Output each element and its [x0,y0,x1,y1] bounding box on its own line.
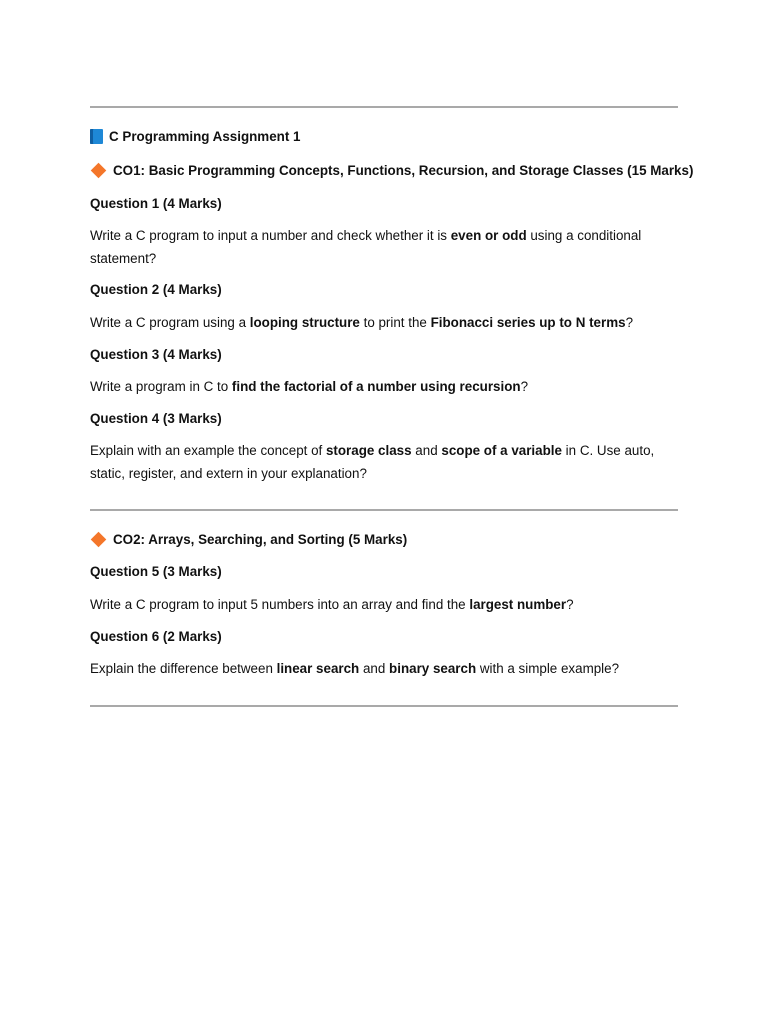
question-2-text: Write a C program using a looping structure to print the Fibonacci series up to N terms? [90,315,634,330]
question-4-text: Explain with an example the concept of storage class and scope of a variable in C. Use auto, static, register, and extern in your explanation? [90,443,655,481]
question-6-label: Question 6 (2 Marks) [90,629,222,644]
question-1-text: Write a C program to input a number and check whether it is even or odd using a conditional statement? [90,228,642,266]
question-3-label: Question 3 (4 Marks) [90,347,222,362]
question-6-text: Explain the difference between linear search and binary search with a simple example? [90,661,620,676]
bottom-divider [90,705,678,707]
section-heading-co1: CO1: Basic Programming Concepts, Functions, Recursion, and Storage Classes (15 Marks) [90,160,678,183]
diamond-icon [91,532,107,548]
section-heading-co2: CO2: Arrays, Searching, and Sorting (5 Marks) [90,529,678,552]
top-divider [90,106,678,108]
question-4-label: Question 4 (3 Marks) [90,411,222,426]
question-5-label: Question 5 (3 Marks) [90,564,222,579]
question-3-text: Write a program in C to find the factorial of a number using recursion? [90,379,529,394]
question-5-text: Write a C program to input 5 numbers into an array and find the largest number? [90,597,574,612]
diamond-icon [91,163,107,179]
book-icon [90,129,103,144]
question-1-label: Question 1 (4 Marks) [90,196,222,211]
question-2-label: Question 2 (4 Marks) [90,282,222,297]
document-title: C Programming Assignment 1 [90,126,678,149]
middle-divider [90,509,678,511]
